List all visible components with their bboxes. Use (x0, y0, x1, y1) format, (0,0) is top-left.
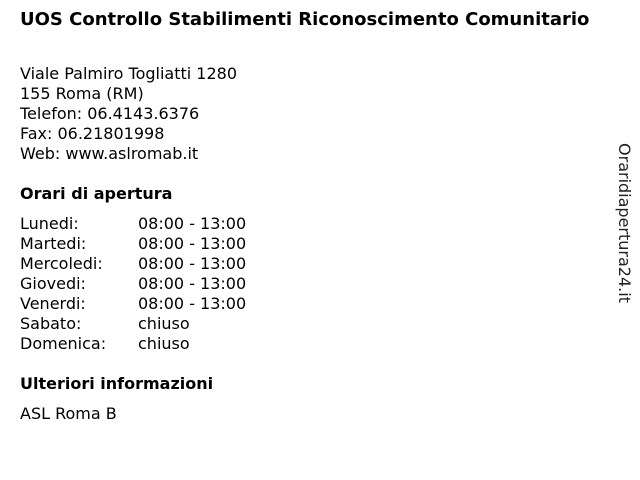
hours-day: Lunedi: (20, 214, 79, 233)
street-address: Viale Palmiro Togliatti 1280 (20, 64, 238, 83)
hours-time: 08:00 - 13:00 (138, 294, 247, 313)
opening-hours-heading: Orari di apertura (20, 184, 173, 203)
hours-row-sunday (20, 334, 246, 354)
hours-day: Giovedi: (20, 274, 86, 293)
page-title: UOS Controllo Stabilimenti Riconoscimento Comunitario (20, 9, 590, 30)
phone-number: Telefon: 06.4143.6376 (20, 104, 200, 123)
further-info-heading: Ulteriori informazioni (20, 374, 214, 393)
hours-time: 08:00 - 13:00 (138, 214, 247, 233)
hours-time: 08:00 - 13:00 (138, 254, 247, 273)
hours-row-saturday (20, 314, 246, 334)
hours-day: Venerdi: (20, 294, 86, 313)
hours-time: 08:00 - 13:00 (138, 234, 247, 253)
hours-day: Domenica: (20, 334, 107, 353)
further-info-text: ASL Roma B (20, 404, 117, 423)
hours-row-wednesday (20, 254, 246, 274)
hours-day: Sabato: (20, 314, 82, 333)
website: Web: www.aslromab.it (20, 144, 199, 163)
hours-row-monday (20, 214, 246, 234)
hours-time: 08:00 - 13:00 (138, 274, 247, 293)
city-address: 155 Roma (RM) (20, 84, 144, 103)
hours-row-tuesday (20, 234, 246, 254)
hours-day: Mercoledi: (20, 254, 103, 273)
watermark-text: Oraridiapertura24.it (615, 142, 635, 303)
hours-time: chiuso (138, 334, 190, 353)
address-block (20, 64, 237, 164)
opening-hours-table (20, 214, 246, 354)
fax-number: Fax: 06.21801998 (20, 124, 165, 143)
hours-time: chiuso (138, 314, 190, 333)
hours-day: Martedi: (20, 234, 87, 253)
hours-row-thursday (20, 274, 246, 294)
hours-row-friday (20, 294, 246, 314)
watermark (610, 135, 638, 310)
